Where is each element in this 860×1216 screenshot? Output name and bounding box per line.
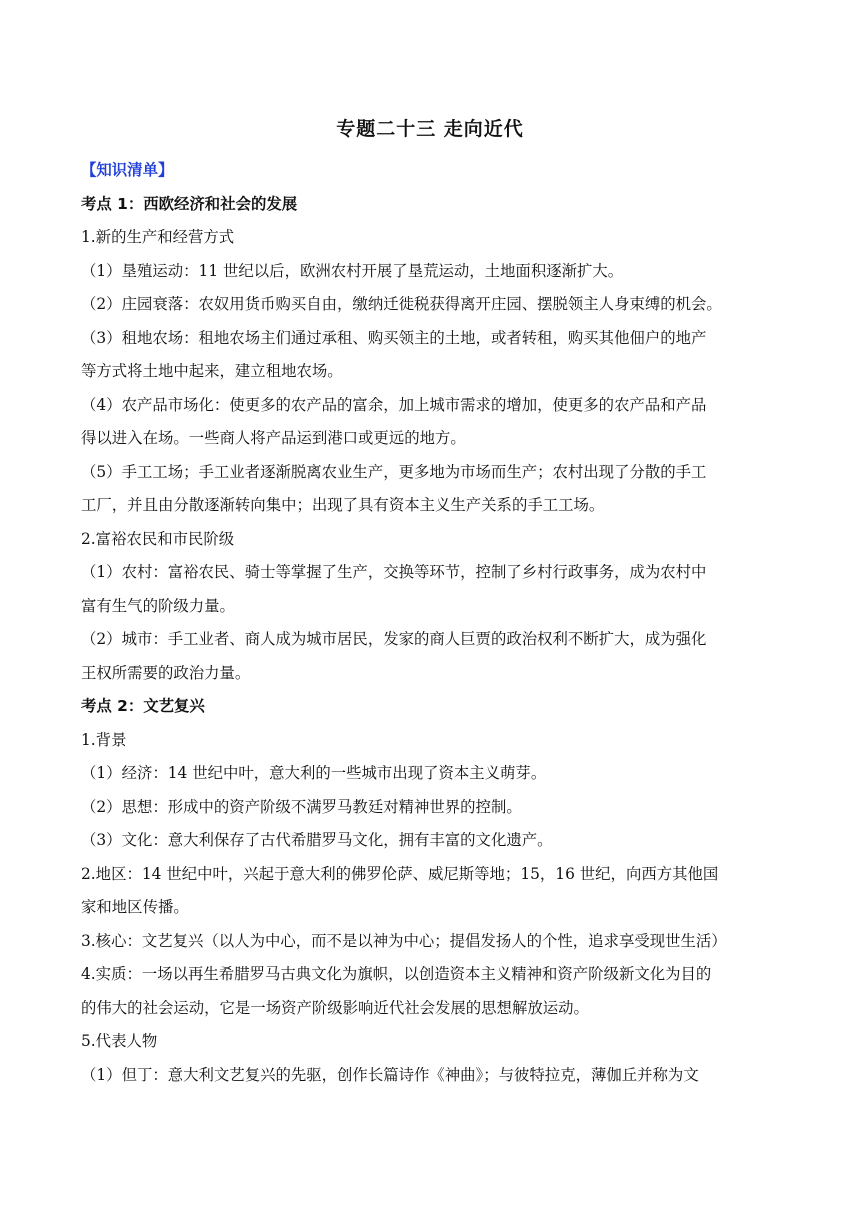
topic-heading: 考点 2：文艺复兴 <box>81 697 205 715</box>
text-line: （2）城市：手工业者、商人成为城市居民，发家的商人巨贾的政治权利不断扩大，成为强化 <box>81 630 707 648</box>
text-line: （1）但丁：意大利文艺复兴的先驱，创作长篇诗作《神曲》；与彼特拉克，薄伽丘并称为文 <box>81 1065 699 1084</box>
topic-heading: 考点 1：西欧经济和社会的发展 <box>81 194 298 213</box>
text-line: 得以进入在场。一些商人将产品运到港口或更远的地方。 <box>81 429 466 447</box>
text-line: 的伟大的社会运动，它是一场资产阶级影响近代社会发展的思想解放运动。 <box>81 998 589 1017</box>
text-line: 2.地区：14 世纪中叶，兴起于意大利的佛罗伦萨、威尼斯等地；15，16 世纪，向西方其他国 <box>81 864 719 883</box>
text-line: （3）租地农场：租地农场主们通过承租、购买领主的土地，或者转租，购买其他佃户的地产 <box>81 328 707 347</box>
text-line: （4）农产品市场化：使更多的农产品的富余，加上城市需求的增加，使更多的农产品和产品 <box>81 395 707 414</box>
text-line: （1）农村：富裕农民、骑士等掌握了生产，交换等环节，控制了乡村行政事务，成为农村中 <box>81 563 707 581</box>
text-line: 2.富裕农民和市民阶级 <box>81 529 235 548</box>
text-line: （1）经济：14 世纪中叶，意大利的一些城市出现了资本主义萌芽。 <box>81 764 547 782</box>
text-line: 1.背景 <box>81 730 127 749</box>
text-line: 3.核心：文艺复兴（以人为中心，而不是以神为中心；提倡发扬人的个性，追求享受现世生活） <box>81 931 727 950</box>
text-line: （2）庄园衰落：农奴用货币购买自由，缴纳迁徙税获得离开庄园、摆脱领主人身束缚的机会。 <box>81 295 722 313</box>
text-line: （1）垦殖运动：11 世纪以后，欧洲农村开展了垦荒运动，土地面积逐渐扩大。 <box>81 261 624 280</box>
text-line: （3）文化：意大利保存了古代希腊罗马文化，拥有丰富的文化遗产。 <box>81 831 553 849</box>
text-line: 工厂，并且由分散逐渐转向集中；出现了具有资本主义生产关系的手工工场。 <box>81 496 605 514</box>
text-line: 5.代表人物 <box>81 1032 158 1050</box>
text-line: 王权所需要的政治力量。 <box>81 663 251 682</box>
text-line: 家和地区传播。 <box>81 898 189 916</box>
text-line: （5）手工工场；手工业者逐渐脱离农业生产，更多地为市场而生产；农村出现了分散的手工 <box>81 462 707 481</box>
text-line: 1.新的生产和经营方式 <box>81 228 235 246</box>
text-line: 富有生气的阶级力量。 <box>81 596 235 615</box>
text-line: （2）思想：形成中的资产阶级不满罗马教廷对精神世界的控制。 <box>81 797 522 816</box>
text-line: 4.实质：一场以再生希腊罗马古典文化为旗帜，以创造资本主义精神和资产阶级新文化为目的 <box>81 965 712 983</box>
document-body <box>81 154 781 1092</box>
page-title: 专题二十三 走向近代 <box>336 118 524 140</box>
section-heading: 【知识清单】 <box>81 161 174 179</box>
text-line: 等方式将土地中起来，建立租地农场。 <box>81 362 343 380</box>
